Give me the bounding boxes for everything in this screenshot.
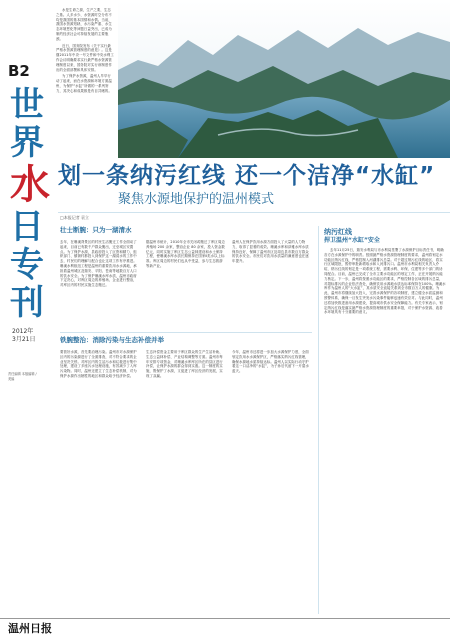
intro-paragraph: 近日，国务院发布《关于实行最严格水资源管理制度的意见》。这是继2011年中央一号文件和中央水利工作会议明确要求实行最严格水资源管理制度以来，国务院对实行该制度作出的全面部署和具体安排。 [56, 43, 114, 72]
article-col-2: 据温州市统计，2010年全市关闭或搬迁了库区周边养殖场 200 余家，整治企业 80 余家，投入资金数亿元，同时实施了库区生态公益林建设和水土保持工程，使珊溪水库水质长期保持在国家Ⅱ类水以上标准。库区周边的村民们也从中受益，参与生态旅游等新产业。 [146, 240, 225, 268]
date-block [12, 328, 35, 344]
title-char-3: 水 [10, 162, 50, 208]
article-col-3: 温州人在保护饮用水源方面投入了大量的人力物力，取得了显著的成效。珊溪水库和泽雅水库水质保持良好，保障了温州市区及周边县市数百万群众的饮水安全。市民们对饮用水质量的满意度也在逐年提升。 [232, 240, 309, 264]
title-char-2: 界 [10, 123, 44, 163]
sidebar-divider [318, 226, 319, 614]
divider [60, 332, 312, 333]
title-char-5: 专 [10, 245, 44, 285]
article-col-1: 去年，在珊溪背景区的村民生活搬迁工作全面动了起来，目前已有数千户群众搬出，迁至城区安置点。为了保护水源，县政府投入了巨资和精力，组织部门、镇街村都投入到保护这一湖清水的工作中去，村民们的理解与配合也让这项工作有序推进。珊溪水利枢纽工程是温州的重要饮用水水源地，承担着温州城区及瑞安、平阳、苍南等地数百万人口的饮水安全。为了保护珊溪水库水质，温州市政府下定决心，对库区周边的养殖场、企业进行整治，对库区内的村民实施生态搬迁。 [60, 240, 137, 288]
sidebar-title [324, 228, 444, 245]
sidebar-title-line-2: 捍卫温州“水缸”安全 [324, 237, 380, 244]
article-col-2b: 生态补偿资金主要用于库区群众的生产生活补助、生态公益林补偿、产业结构调整等方面。温州市每年安排专项资金，对珊溪水库库区所在的县区进行补偿，让保护水源的群众得到实惠。这一制度的实施，既保护了水源，又促进了库区经济的发展，实现了双赢。 [146, 350, 223, 378]
title-char-6: 刊 [10, 283, 44, 323]
article-col-1b: 要管好水源，首先要治理污染。温州市对水源保护区内的污染源进行了全面排查，对不符合要求的企业坚决关停。对库区内的生活污水和垃圾进行集中处理，建设了多座污水处理设施，有效减少了入库污染物。同时，温州还建立了生态补偿机制，对为保护水源作出牺牲的地区和群众给予经济补偿。 [60, 350, 137, 378]
main-headline: 划一条纳污红线 还一个洁净“水缸” [58, 163, 436, 189]
date-year: 2012年 [12, 328, 34, 335]
article-subhead-1: 壮士断腕：只为一湖清水 [60, 226, 132, 234]
title-char-4: 日 [10, 207, 44, 247]
footer-masthead: 温州日报 [8, 622, 52, 635]
footer-divider [0, 618, 450, 619]
intro-paragraph: 为了保护水资源，温州人早早行动了起来，而在水资源和环境方面温州，为保护“水缸”所做的一系列努力，其决心和成果都是有目共睹的。 [56, 74, 112, 93]
reservoir-landscape-photo [118, 0, 450, 158]
intro-text [56, 8, 114, 158]
sidebar-body: 去年11月25日，瑞安水利局与市水利局签署了水源保护目标责任书，明确各方在水源保护中的职责。按照最严格水资源管理制度的要求，温州将划定水功能区纳污红线，严格控制入河湖排污总量。对于超过纳污红线的地区，将实行区域限批，暂停审批新增取水和入河排污口。温州市水利局相关负责人介绍，纳污红线的划定是一项系统工程，需要水利、环保、住建等多个部门的协同配合。目前，温州已完成了全市主要水功能区的划定工作，正在开展纳污能力核定。下一步，温州将按照水功能区的要求，严格控制各区域的排污总量，对超标排污的企业依法查处，确保饮用水源地水质达标率保持在100%。珊溪水库作为温州人的“大水缸”，其水质安全直接关系到全市数百万人的健康。为此，温州市将继续加大投入，完善水源保护的各项制度，建立健全水质监测和预警体系，确保一旦发生突发水污染事件能够迅速有效应对。与此同时，温州还将加快推进备用水源建设，提高城市供水安全保障能力。有关专家表示，划定纳污红线是落实最严格水资源管理制度的重要举措，对于保护水资源、改善水环境具有十分重要的意义。 [324, 248, 446, 315]
date-day: 3月21日 [12, 336, 36, 343]
article-subhead-2: 铁腕整治：消除污染与生态补偿并举 [60, 336, 164, 344]
editor-line: 责任编辑 本版编辑 / 美编 [8, 372, 37, 381]
intro-paragraph: 水是生命之源，生产之要，生态之基。人多水少、水资源时空分布不均是我国的基本国情和水情。当前，我国水资源短缺、水污染严重、水生态环境恶化等问题日益突出，已成为制约经济社会可持续发展的主要瓶颈。 [56, 8, 112, 41]
byline: □本报记者 袁立 [60, 215, 90, 220]
landscape-image [118, 0, 450, 158]
section-title [10, 86, 58, 322]
page-number: B2 [8, 62, 30, 80]
sub-headline: 聚焦水源地保护的温州模式 [118, 192, 275, 207]
divider [58, 212, 450, 213]
sidebar-title-line-1: 纳污红线 [324, 228, 352, 236]
article-col-3b: 今年，温州市还将进一步加大水源保护力度，全面划定饮用水水源保护区，严格落实纳污红线管理，确保水源地水质持续达标。温州人以实际行动守护着这一口洁净的“水缸”，为子孙后代留下一片碧水蓝天。 [232, 350, 310, 374]
title-char-1: 世 [10, 85, 44, 125]
